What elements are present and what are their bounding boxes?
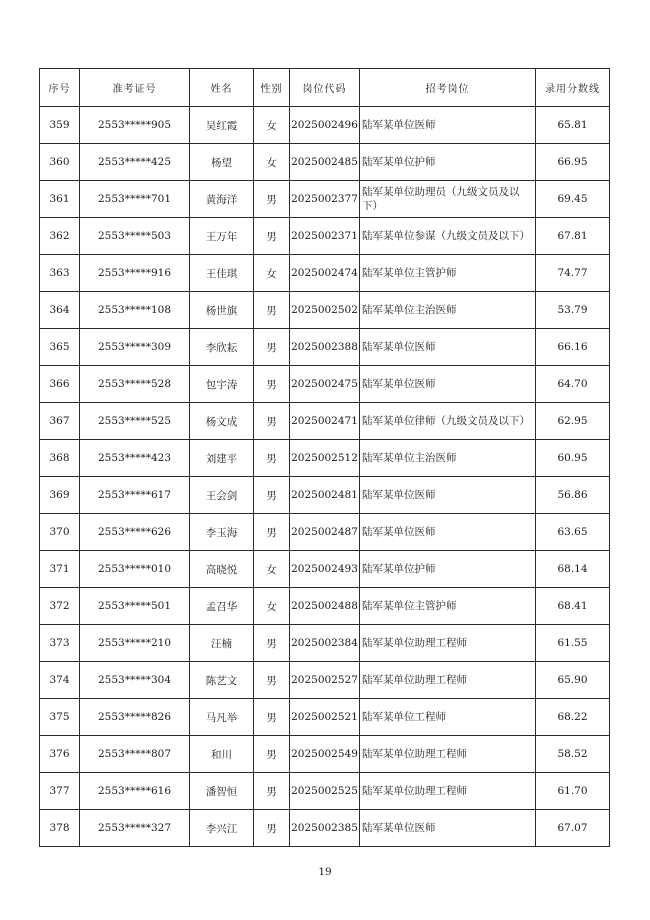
header-gender: 性别 — [254, 69, 290, 107]
cell-name: 吴红霞 — [190, 107, 254, 144]
table-row — [40, 625, 610, 662]
cell-name: 潘智恒 — [190, 773, 254, 810]
results-table — [39, 68, 610, 847]
cell-score: 63.65 — [536, 514, 610, 551]
cell-name: 包宇涛 — [190, 366, 254, 403]
table-row — [40, 403, 610, 440]
table-row — [40, 255, 610, 292]
cell-name: 王佳琪 — [190, 255, 254, 292]
cell-name: 李玉海 — [190, 514, 254, 551]
table-row — [40, 181, 610, 218]
cell-index: 373 — [40, 625, 80, 662]
cell-index: 370 — [40, 514, 80, 551]
table-row — [40, 329, 610, 366]
cell-name: 刘建平 — [190, 440, 254, 477]
cell-gender: 男 — [254, 662, 290, 699]
cell-score: 56.86 — [536, 477, 610, 514]
cell-post-code: 2025002474 — [290, 255, 360, 292]
cell-ticket: 2553*****807 — [80, 736, 190, 773]
cell-post: 陆军某单位助理员（九级文员及以下） — [360, 181, 536, 218]
cell-post: 陆军某单位医师 — [360, 107, 536, 144]
table-row — [40, 514, 610, 551]
cell-ticket: 2553*****010 — [80, 551, 190, 588]
cell-post: 陆军某单位工程师 — [360, 699, 536, 736]
cell-post: 陆军某单位医师 — [360, 810, 536, 847]
cell-ticket: 2553*****210 — [80, 625, 190, 662]
cell-gender: 男 — [254, 699, 290, 736]
cell-index: 364 — [40, 292, 80, 329]
cell-score: 53.79 — [536, 292, 610, 329]
cell-post-code: 2025002385 — [290, 810, 360, 847]
cell-name: 孟召华 — [190, 588, 254, 625]
table-row — [40, 662, 610, 699]
header-name: 姓名 — [190, 69, 254, 107]
cell-score: 58.52 — [536, 736, 610, 773]
cell-index: 368 — [40, 440, 80, 477]
table-row — [40, 144, 610, 181]
cell-score: 66.95 — [536, 144, 610, 181]
cell-ticket: 2553*****327 — [80, 810, 190, 847]
cell-gender: 女 — [254, 255, 290, 292]
cell-post-code: 2025002549 — [290, 736, 360, 773]
cell-index: 360 — [40, 144, 80, 181]
table-body — [40, 107, 610, 847]
cell-gender: 男 — [254, 773, 290, 810]
cell-post-code: 2025002485 — [290, 144, 360, 181]
cell-score: 67.81 — [536, 218, 610, 255]
table-row — [40, 551, 610, 588]
cell-index: 363 — [40, 255, 80, 292]
cell-index: 366 — [40, 366, 80, 403]
cell-score: 66.16 — [536, 329, 610, 366]
cell-score: 68.22 — [536, 699, 610, 736]
cell-gender: 男 — [254, 292, 290, 329]
cell-gender: 男 — [254, 366, 290, 403]
cell-index: 365 — [40, 329, 80, 366]
page-number: 19 — [318, 866, 332, 878]
cell-ticket: 2553*****525 — [80, 403, 190, 440]
cell-ticket: 2553*****423 — [80, 440, 190, 477]
cell-index: 361 — [40, 181, 80, 218]
header-post: 招考岗位 — [360, 69, 536, 107]
cell-post: 陆军某单位律师（九级文员及以下） — [360, 403, 536, 440]
table-row — [40, 107, 610, 144]
cell-ticket: 2553*****503 — [80, 218, 190, 255]
header-ticket: 准考证号 — [80, 69, 190, 107]
cell-post-code: 2025002481 — [290, 477, 360, 514]
cell-post: 陆军某单位主治医师 — [360, 292, 536, 329]
cell-ticket: 2553*****916 — [80, 255, 190, 292]
cell-post-code: 2025002475 — [290, 366, 360, 403]
cell-name: 陈艺文 — [190, 662, 254, 699]
cell-name: 李欣耘 — [190, 329, 254, 366]
cell-name: 王万年 — [190, 218, 254, 255]
cell-score: 62.95 — [536, 403, 610, 440]
cell-post-code: 2025002471 — [290, 403, 360, 440]
cell-post-code: 2025002527 — [290, 662, 360, 699]
cell-index: 359 — [40, 107, 80, 144]
cell-name: 王会剑 — [190, 477, 254, 514]
cell-ticket: 2553*****701 — [80, 181, 190, 218]
cell-post-code: 2025002493 — [290, 551, 360, 588]
cell-gender: 男 — [254, 440, 290, 477]
cell-ticket: 2553*****617 — [80, 477, 190, 514]
cell-index: 374 — [40, 662, 80, 699]
cell-gender: 男 — [254, 810, 290, 847]
cell-ticket: 2553*****304 — [80, 662, 190, 699]
cell-name: 马凡举 — [190, 699, 254, 736]
cell-gender: 男 — [254, 329, 290, 366]
cell-gender: 男 — [254, 736, 290, 773]
cell-index: 362 — [40, 218, 80, 255]
cell-gender: 女 — [254, 107, 290, 144]
cell-name: 黄海洋 — [190, 181, 254, 218]
cell-post-code: 2025002487 — [290, 514, 360, 551]
cell-score: 64.70 — [536, 366, 610, 403]
table-header-row — [40, 69, 610, 107]
cell-post: 陆军某单位助理工程师 — [360, 736, 536, 773]
cell-ticket: 2553*****626 — [80, 514, 190, 551]
cell-post-code: 2025002371 — [290, 218, 360, 255]
cell-name: 李兴江 — [190, 810, 254, 847]
cell-name: 杨望 — [190, 144, 254, 181]
cell-score: 65.81 — [536, 107, 610, 144]
cell-ticket: 2553*****528 — [80, 366, 190, 403]
cell-name: 汪楠 — [190, 625, 254, 662]
cell-post: 陆军某单位医师 — [360, 514, 536, 551]
cell-index: 372 — [40, 588, 80, 625]
cell-post-code: 2025002525 — [290, 773, 360, 810]
cell-ticket: 2553*****616 — [80, 773, 190, 810]
cell-gender: 男 — [254, 477, 290, 514]
table-row — [40, 477, 610, 514]
header-index: 序号 — [40, 69, 80, 107]
results-sheet — [39, 68, 609, 847]
cell-post-code: 2025002384 — [290, 625, 360, 662]
cell-score: 61.70 — [536, 773, 610, 810]
table-row — [40, 366, 610, 403]
cell-index: 375 — [40, 699, 80, 736]
cell-score: 69.45 — [536, 181, 610, 218]
cell-post-code: 2025002512 — [290, 440, 360, 477]
cell-name: 杨世旗 — [190, 292, 254, 329]
cell-post: 陆军某单位护师 — [360, 551, 536, 588]
cell-gender: 男 — [254, 514, 290, 551]
cell-score: 74.77 — [536, 255, 610, 292]
table-row — [40, 440, 610, 477]
cell-post-code: 2025002488 — [290, 588, 360, 625]
cell-score: 65.90 — [536, 662, 610, 699]
cell-post: 陆军某单位医师 — [360, 329, 536, 366]
cell-post: 陆军某单位医师 — [360, 477, 536, 514]
cell-gender: 男 — [254, 218, 290, 255]
cell-post: 陆军某单位助理工程师 — [360, 625, 536, 662]
table-row — [40, 773, 610, 810]
cell-gender: 女 — [254, 551, 290, 588]
cell-post: 陆军某单位主管护师 — [360, 255, 536, 292]
cell-post: 陆军某单位护师 — [360, 144, 536, 181]
table-row — [40, 218, 610, 255]
cell-gender: 男 — [254, 403, 290, 440]
cell-index: 377 — [40, 773, 80, 810]
cell-post: 陆军某单位主管护师 — [360, 588, 536, 625]
cell-gender: 女 — [254, 588, 290, 625]
table-row — [40, 736, 610, 773]
cell-name: 和川 — [190, 736, 254, 773]
table-row — [40, 588, 610, 625]
cell-name: 高晓悦 — [190, 551, 254, 588]
header-score: 录用分数线 — [536, 69, 610, 107]
cell-post-code: 2025002502 — [290, 292, 360, 329]
cell-name: 杨文成 — [190, 403, 254, 440]
cell-gender: 男 — [254, 181, 290, 218]
cell-post: 陆军某单位参谋（九级文员及以下） — [360, 218, 536, 255]
header-post-code: 岗位代码 — [290, 69, 360, 107]
cell-post-code: 2025002388 — [290, 329, 360, 366]
cell-index: 378 — [40, 810, 80, 847]
cell-post: 陆军某单位助理工程师 — [360, 773, 536, 810]
cell-index: 369 — [40, 477, 80, 514]
cell-index: 371 — [40, 551, 80, 588]
cell-post-code: 2025002496 — [290, 107, 360, 144]
cell-score: 68.14 — [536, 551, 610, 588]
cell-score: 61.55 — [536, 625, 610, 662]
cell-index: 376 — [40, 736, 80, 773]
cell-score: 67.07 — [536, 810, 610, 847]
cell-ticket: 2553*****108 — [80, 292, 190, 329]
cell-ticket: 2553*****501 — [80, 588, 190, 625]
cell-post-code: 2025002521 — [290, 699, 360, 736]
cell-post: 陆军某单位主治医师 — [360, 440, 536, 477]
cell-ticket: 2553*****826 — [80, 699, 190, 736]
cell-post: 陆军某单位医师 — [360, 366, 536, 403]
cell-post-code: 2025002377 — [290, 181, 360, 218]
cell-ticket: 2553*****425 — [80, 144, 190, 181]
cell-gender: 女 — [254, 144, 290, 181]
cell-post: 陆军某单位助理工程师 — [360, 662, 536, 699]
cell-ticket: 2553*****905 — [80, 107, 190, 144]
table-row — [40, 810, 610, 847]
table-row — [40, 699, 610, 736]
cell-ticket: 2553*****309 — [80, 329, 190, 366]
cell-score: 68.41 — [536, 588, 610, 625]
cell-score: 60.95 — [536, 440, 610, 477]
cell-index: 367 — [40, 403, 80, 440]
cell-gender: 男 — [254, 625, 290, 662]
table-row — [40, 292, 610, 329]
